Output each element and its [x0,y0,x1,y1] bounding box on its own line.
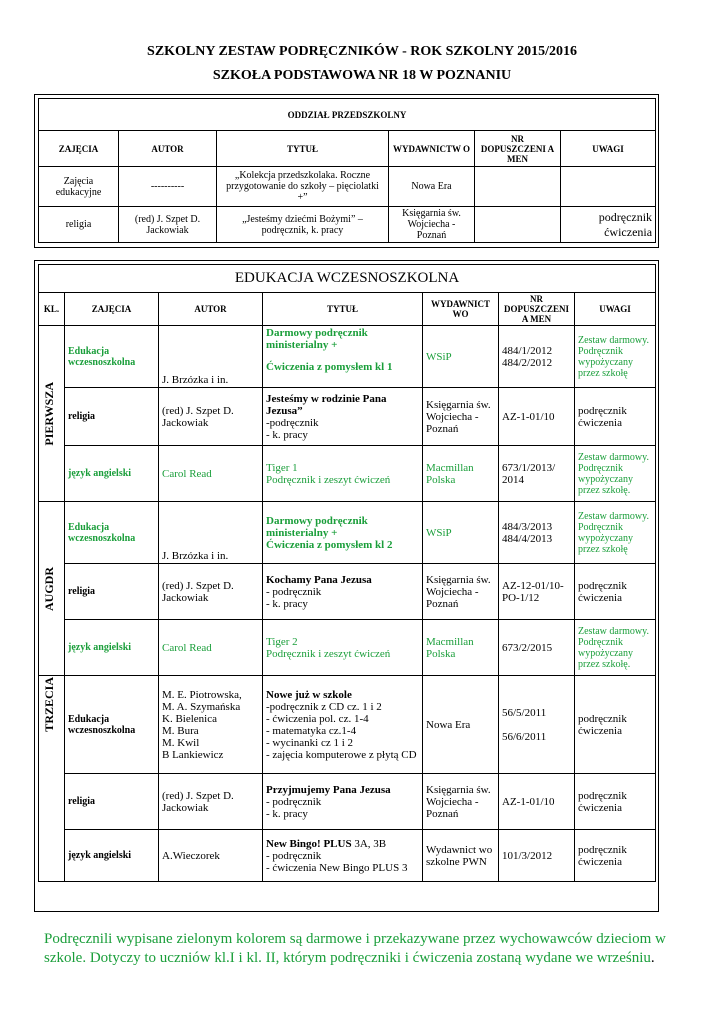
table-row: religia (red) J. Szpet D. Jackowiak Jesteśmy w rodzinie Pana Jezusa” -podręcznik - k. pracy Księgarnia św. Wojciecha - Poznań AZ-1-01/10 podręcznik ćwiczenia [39,388,656,446]
table-row: religia (red) J. Szpet D. Jackowiak Kochamy Pana Jezusa - podręcznik - k. pracy Księgarnia św. Wojciecha - Poznań AZ-12-01/10-PO-1/12 podręcznik ćwiczenia [39,564,656,620]
table-row: TRZECIA Edukacja wczesnoszkolna M. E. Piotrowska, M. A. Szymańska K. Bielenica M. Bura M. Kwil B Lankiewicz Nowe już w szkole -podręcznik z CD cz. 1 i 2 - ćwiczenia pol. cz. 1-4 - matematyka cz.1-4 - wycinanki cz 1 i 2 - zajęcia komputerowe z płytą CD Nowa Era 56/5/2011 56/6/2011 podręcznik ćwiczenia [39,676,656,774]
school-name: SZKOŁA PODSTAWOWA NR 18 W POZNANIU [212,68,512,83]
col-publisher: WYDAWNICTW O [389,131,475,167]
early-table: EDUKACJA WCZESNOSZKOLNA KL. ZAJĘCIA AUTOR TYTUŁ WYDAWNICT WO NR DOPUSZCZENI A MEN UWAGI PIERWSZA Edukacja wczesnoszkolna J. Brzózka i in. Darmowy podręcznik ministerialny + Ćwiczenia z pomysłem kl 1 WSiP 484/1/2012 484/2/2012 Zestaw darmowy. Podręcznik wypożyczany przez szkołę religia (red) J. Szpet D. Jackowiak Jesteśmy w rodzinie Pana Jezusa” -podręcznik - k. pracy Księgarnia św. Wojciecha - Poznań AZ-1-01/10 podręcznik ćwiczenia język angielski Carol Read Tiger 1 Podręcznik i zeszyt ćwiczeń Macmillan Polska 673/1/2013/ 2014 Zestaw darmowy. Podręcznik wypożyczany przez szkołę. AUGDR Edukacja wczesnoszkolna J. Brzózka i in. Darmowy podręcznik ministerialny + Ćwiczenia z pomysłem kl 2 WSiP 484/3/2013 484/4/2013 Zestaw darmowy. Podręcznik wypożyczany przez szkołę religia (red) J. Szpet D. Jackowiak Kochamy Pana Jezusa - podręcznik - k. pracy Księgarnia św. Wojciecha - Poznań AZ-12-01/10-PO-1/12 podręcznik ćwiczenia język angielski Carol Read Tiger 2 Podręcznik i zeszyt ćwiczeń Macmillan Polska 673/2/2015 Zestaw darmowy. Podręcznik wypożyczany przez szkołę. TRZECIA Edukacja wczesnoszkolna M. E. Piotrowska, M. A. Szymańska K. Bielenica M. Bura M. Kwil B Lankiewicz Nowe już w szkole -podręcznik z CD cz. 1 i 2 - ćwiczenia pol. cz. 1-4 - matematyka cz.1-4 - wycinanki cz 1 i 2 - zajęcia komputerowe z płytą CD Nowa Era 56/5/2011 56/6/2011 podręcznik ćwiczenia religia (red) J. Szpet D. Jackowiak Przyjmujemy Pana Jezusa - podręcznik - k. pracy Księgarnia św. Wojciecha - Poznań AZ-1-01/10 podręcznik ćwiczenia język angielski A.Wieczorek New Bingo! PLUS 3A, 3B - podręcznik - ćwiczenia New Bingo PLUS 3 Wydawnict wo szkolne PWN 101/3/2012 podręcznik ćwiczenia [38,264,656,882]
table-row: Zajęcia edukacyjne ---------- „Kolekcja przedszkolaka. Roczne przygotowanie do szkoły – pięciolatki +” Nowa Era [39,167,656,207]
table-row: AUGDR Edukacja wczesnoszkolna J. Brzózka i in. Darmowy podręcznik ministerialny + Ćwiczenia z pomysłem kl 2 WSiP 484/3/2013 484/4/2013 Zestaw darmowy. Podręcznik wypożyczany przez szkołę [39,502,656,564]
footer-note: Podręcznili wypisane zielonym kolorem są darmowe i przekazywane przez wychowawców dzieciom w szkole. Dotyczy to uczniów kl.I i kl. II, którym podręczniki i ćwiczenia zostaną wydane we wrześniu. [44,931,666,966]
table-row: religia (red) J. Szpet D. Jackowiak „Jesteśmy dziećmi Bożymi” – podręcznik, k. pracy Księgarnia św. Wojciecha - Poznań podręcznik ćwiczenia [39,207,656,243]
table-row: religia (red) J. Szpet D. Jackowiak Przyjmujemy Pana Jezusa - podręcznik - k. pracy Księgarnia św. Wojciecha - Poznań AZ-1-01/10 podręcznik ćwiczenia [39,774,656,830]
table-row: język angielski A.Wieczorek New Bingo! PLUS 3A, 3B - podręcznik - ćwiczenia New Bingo PLUS 3 Wydawnict wo szkolne PWN 101/3/2012 podręcznik ćwiczenia [39,830,656,882]
col-title: TYTUŁ [217,131,389,167]
grade-label: TRZECIA [42,677,56,732]
preschool-section-title: ODDZIAŁ PRZEDSZKOLNY [39,99,656,131]
col-author: AUTOR [119,131,217,167]
table-row: PIERWSZA Edukacja wczesnoszkolna J. Brzózka i in. Darmowy podręcznik ministerialny + Ćwiczenia z pomysłem kl 1 WSiP 484/1/2012 484/2/2012 Zestaw darmowy. Podręcznik wypożyczany przez szkołę [39,326,656,388]
table-row: język angielski Carol Read Tiger 1 Podręcznik i zeszyt ćwiczeń Macmillan Polska 673/1/2013/ 2014 Zestaw darmowy. Podręcznik wypożyczany przez szkołę. [39,446,656,502]
document-title: SZKOLNY ZESTAW PODRĘCZNIKÓW - ROK SZKOLNY 2015/2016 [147,44,577,59]
grade-label: AUGDR [42,566,56,611]
col-subject: ZAJĘCIA [39,131,119,167]
preschool-table [38,98,656,243]
col-notes: UWAGI [561,131,656,167]
grade-label: PIERWSZA [42,381,56,446]
col-number: NR DOPUSZCZENI A MEN [475,131,561,167]
early-section-title: EDUKACJA WCZESNOSZKOLNA [39,265,656,293]
table-row: język angielski Carol Read Tiger 2 Podręcznik i zeszyt ćwiczeń Macmillan Polska 673/2/2015 Zestaw darmowy. Podręcznik wypożyczany przez szkołę. [39,620,656,676]
